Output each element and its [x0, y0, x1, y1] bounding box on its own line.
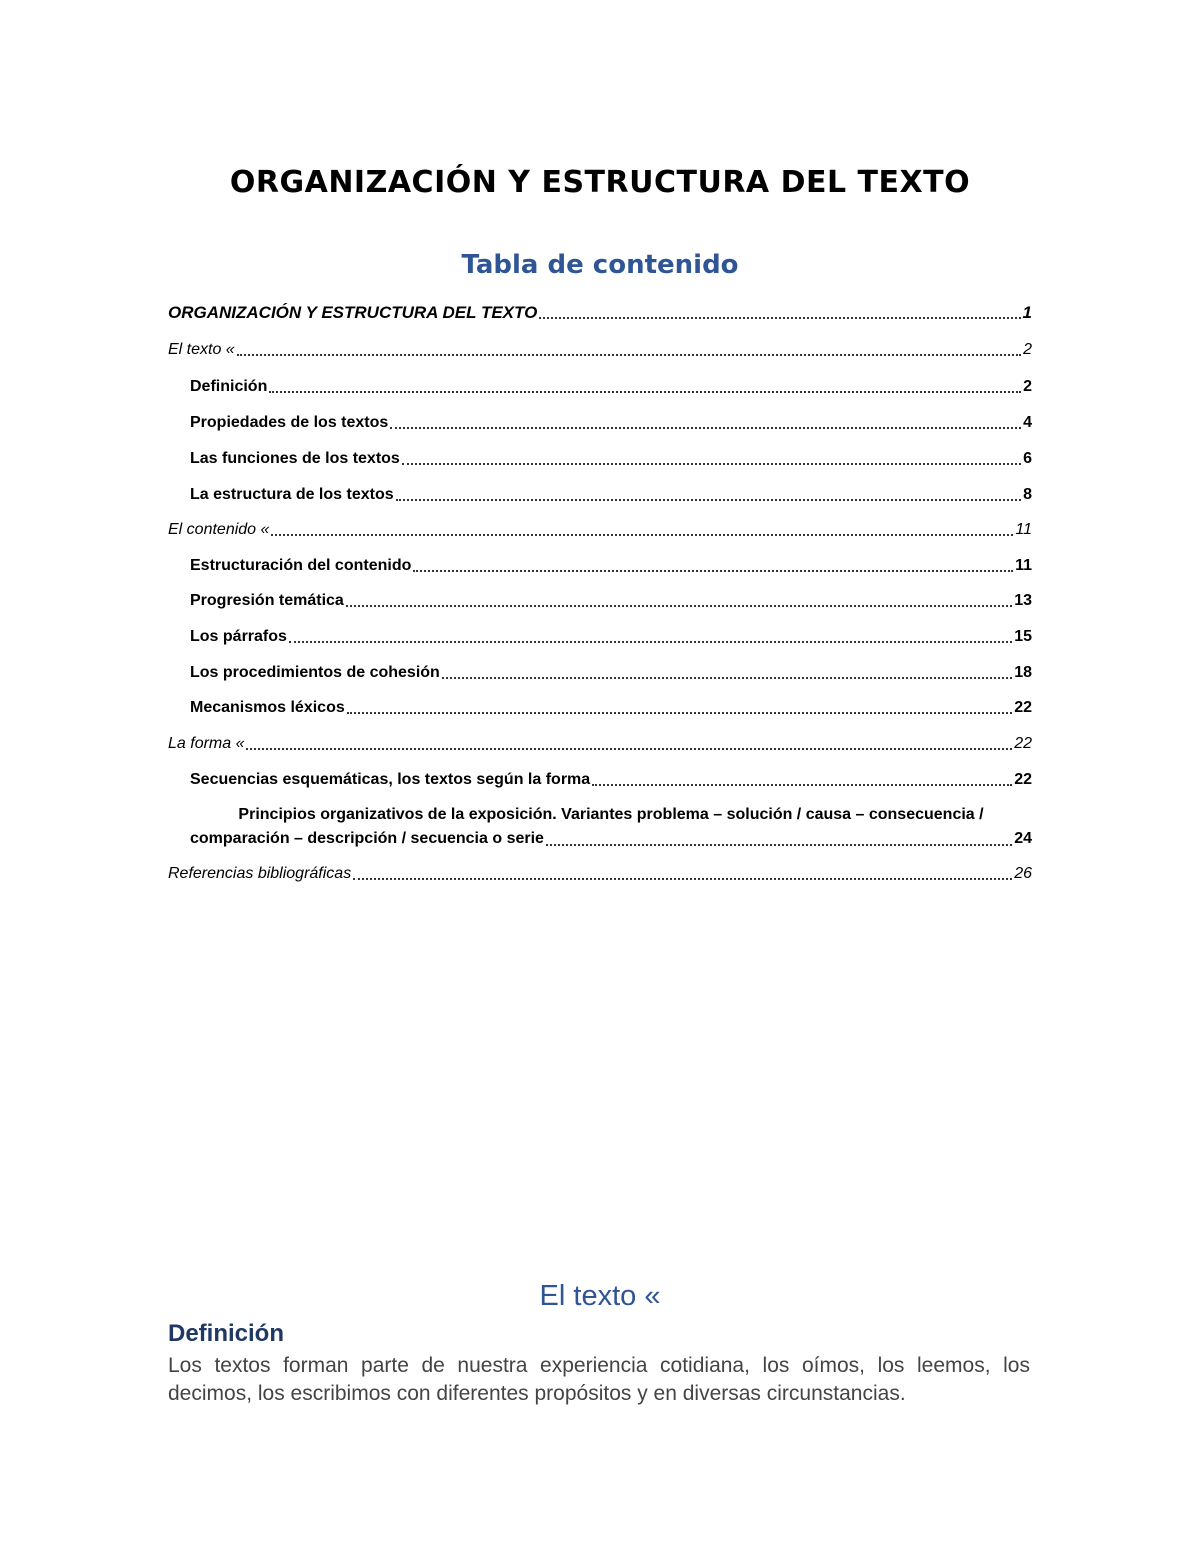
toc-entry-el-contenido[interactable] — [168, 519, 1032, 541]
toc-page-number: 22 — [1014, 771, 1032, 788]
toc-page-number: 26 — [1014, 865, 1032, 882]
toc-dot-leader — [402, 463, 1021, 465]
toc-entry-propiedades[interactable] — [190, 412, 1032, 434]
section-heading: El texto « — [539, 1280, 661, 1312]
toc-entry-label: Propiedades de los textos — [190, 414, 389, 431]
toc-dot-leader — [237, 354, 1021, 356]
toc-page-number: 11 — [1015, 521, 1032, 538]
toc-dot-leader — [353, 878, 1012, 880]
toc-page-number: 13 — [1014, 592, 1032, 609]
toc-dot-leader — [346, 605, 1012, 607]
toc-page-number: 22 — [1014, 735, 1032, 752]
toc-dot-leader — [390, 427, 1021, 429]
toc-entry-label: La forma « — [168, 735, 245, 752]
toc-page-number: 4 — [1023, 414, 1032, 431]
toc-dot-leader — [271, 534, 1013, 536]
toc-page-number: 11 — [1015, 557, 1032, 574]
toc-entry-funciones[interactable] — [190, 448, 1032, 470]
toc-entry-line2 — [190, 827, 1032, 851]
toc-entry-la-forma[interactable] — [168, 733, 1032, 755]
toc-entry-definicion[interactable] — [190, 376, 1032, 398]
toc-entry-el-texto[interactable] — [168, 339, 1032, 361]
toc-entry-label: El contenido « — [168, 521, 270, 538]
toc-page-number: 8 — [1023, 486, 1032, 503]
toc-entry-label: Mecanismos léxicos — [190, 699, 345, 716]
toc-dot-leader — [546, 844, 1012, 846]
toc-page-number: 1 — [1022, 303, 1032, 322]
toc-entry-parrafos[interactable] — [190, 626, 1032, 648]
toc-entry-label: Definición — [190, 378, 268, 395]
toc-dot-leader — [442, 677, 1012, 679]
toc-entry-label: Secuencias esquemáticas, los textos según la forma — [190, 771, 591, 788]
toc-entry-estructuracion[interactable] — [190, 555, 1032, 577]
toc-entry-label: ORGANIZACIÓN Y ESTRUCTURA DEL TEXTO — [168, 303, 538, 322]
toc-page-number: 18 — [1014, 664, 1032, 681]
toc-entry-secuencias[interactable] — [190, 769, 1032, 791]
toc-entry-principios[interactable] — [190, 803, 1032, 851]
toc-dot-leader — [413, 570, 1013, 572]
toc-entry-label: Los procedimientos de cohesión — [190, 664, 440, 681]
toc-entry-progresion[interactable] — [190, 590, 1032, 612]
toc-entry-label: Las funciones de los textos — [190, 450, 400, 467]
subsection-heading: Definición — [168, 1320, 285, 1347]
toc-entry-label: Estructuración del contenido — [190, 557, 412, 574]
toc-page-number: 2 — [1023, 378, 1032, 395]
toc-entry-main-title[interactable] — [168, 302, 1032, 324]
toc-entry-label: Progresión temática — [190, 592, 344, 609]
toc-entry-referencias[interactable] — [168, 863, 1032, 885]
body-paragraph: Los textos forman parte de nuestra experiencia cotidiana, los oímos, los leemos, los decimos, los escribimos con diferentes propósitos y en diversas circunstancias. — [168, 1354, 1030, 1405]
toc-dot-leader — [289, 641, 1012, 643]
toc-entry-cohesion[interactable] — [190, 662, 1032, 684]
toc-dot-leader — [347, 712, 1012, 714]
toc-entry-label: Referencias bibliográficas — [168, 865, 352, 882]
toc-entry-label: La estructura de los textos — [190, 486, 394, 503]
document-title: ORGANIZACIÓN Y ESTRUCTURA DEL TEXTO — [229, 165, 971, 200]
toc-heading: Tabla de contenido — [461, 250, 739, 280]
toc-entry-label: Los párrafos — [190, 628, 287, 645]
toc-dot-leader — [246, 748, 1012, 750]
toc-page-number: 6 — [1023, 450, 1032, 467]
toc-page-number: 15 — [1014, 628, 1032, 645]
toc-page-number: 22 — [1014, 699, 1032, 716]
toc-entry-label: El texto « — [168, 341, 235, 358]
toc-page-number: 24 — [1014, 830, 1032, 847]
toc-dot-leader — [539, 317, 1020, 319]
toc-entry-mecanismos[interactable] — [190, 697, 1032, 719]
toc-page-number: 2 — [1023, 341, 1032, 358]
toc-entry-estructura[interactable] — [190, 484, 1032, 506]
toc-dot-leader — [592, 784, 1012, 786]
toc-entry-label-line2: comparación – descripción / secuencia o serie — [190, 830, 544, 847]
toc-dot-leader — [396, 499, 1021, 501]
toc-entry-label-line1: Principios organizativos de la exposición. Variantes problema – solución / causa – consecuencia / — [238, 806, 984, 823]
toc-dot-leader — [269, 391, 1021, 393]
